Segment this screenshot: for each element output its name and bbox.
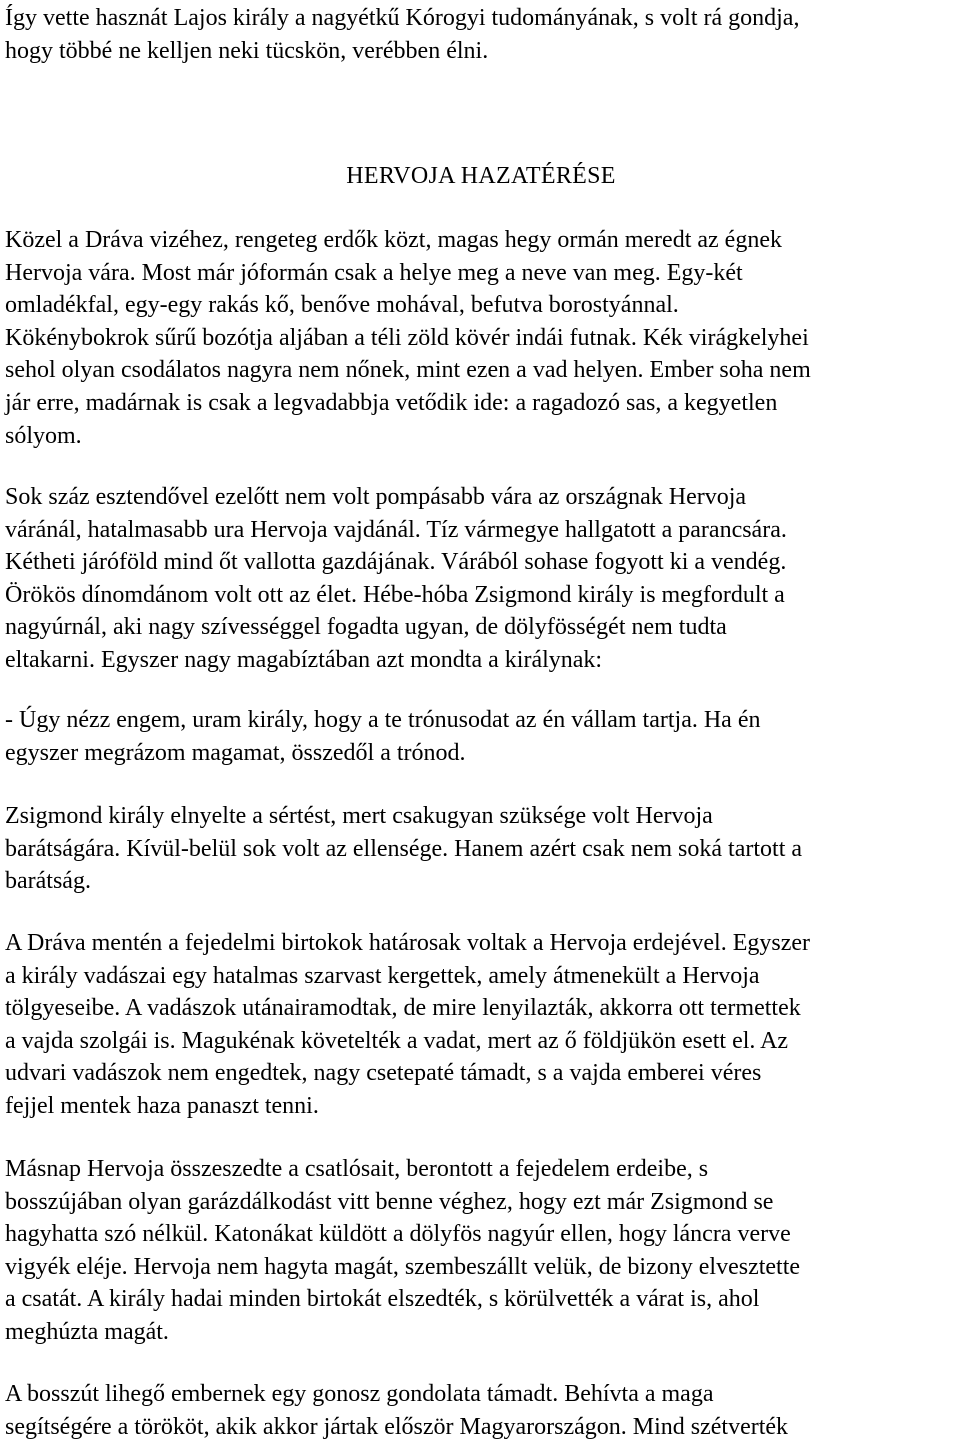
paragraph-4: Zsigmond király elnyelte a sértést, mert csakugyan szüksége volt Hervoja barátságára. Kívül-belül sok volt az ellensége. Hanem azért csak nem soká tartott a barátság. — [5, 803, 803, 895]
paragraph-3: - Úgy nézz engem, uram király, hogy a te trónusodat az én vállam tartja. Ha én egyszer megrázom magamat, összedől a trónod. — [5, 707, 761, 766]
paragraph-5: A Dráva mentén a fejedelmi birtokok határosak voltak a Hervoja erdejével. Egyszer a király vadászai egy hatalmas szarvast kergettek, amely átmenekült a Hervoja tölgyeseibe. A vadászok utánairamodtak, de mire lenyilazták, akkorra ott termettek a vajda szolgái is. Magukénak követelték a vadat, mert az ő földjükön esett el. Az udvari vadászok nem engedtek, nagy csetepaté támadt, s a vajda emberei véres fejjel mentek haza panaszt tenni. — [5, 930, 811, 1119]
paragraph-1: Közel a Dráva vizéhez, rengeteg erdők közt, magas hegy ormán meredt az égnek Hervoja vára. Most már jóformán csak a helye meg a neve van meg. Egy-két omladékfal, egy-egy rakás kő, benőve mohával, befutva borostyánnal. Kökénybokrok sűrű bozótja aljában a téli zöld kövér indái futnak. Kék virágkelyhei sehol olyan csodálatos nagyra nem nőnek, mint ezen a vad helyen. Ember soha nem jár erre, madárnak is csak a legvadabbja vetődik ide: a ragadozó sas, a kegyetlen sólyom. — [5, 227, 811, 449]
intro-paragraph: Így vette hasznát Lajos király a nagyétkű Kórogyi tudományának, s volt rá gondja, hogy többé ne kelljen neki tücskön, verébben élni. — [5, 5, 800, 64]
paragraph-7: A bosszút lihegő embernek egy gonosz gondolata támadt. Behívta a maga segítségére a törököt, akik akkor jártak először Magyarországon. Mind szétverték — [5, 1381, 789, 1440]
chapter-title: HERVOJA HAZATÉRÉSE — [346, 163, 616, 189]
paragraph-2: Sok száz esztendővel ezelőtt nem volt pompásabb vára az országnak Hervoja váránál, hatalmasabb ura Hervoja vajdánál. Tíz vármegye hallgatott a parancsára. Kétheti járóföld mind őt vallotta gazdájának. Várából sohase fogyott ki a vendég. Örökös dínomdánom volt ott az élet. Hébe-hóba Zsigmond király is megfordult a nagyúrnál, aki nagy szívességgel fogadta ugyan, de dölyfösségét nem tudta eltakarni. Egyszer nagy magabíztában azt mondta a királynak: — [5, 484, 787, 673]
paragraph-6: Másnap Hervoja összeszedte a csatlósait, berontott a fejedelem erdeibe, s bosszújában olyan garázdálkodást vitt benne véghez, hogy ezt már Zsigmond se hagyhatta szó nélkül. Katonákat küldött a dölyfös nagyúr ellen, hogy láncra verve vigyék eléje. Hervoja nem hagyta magát, szembeszállt velük, de bizony elvesztette a csatát. A király hadai minden birtokát elszedték, s körülvették a várat is, ahol meghúzta magát. — [5, 1156, 801, 1345]
